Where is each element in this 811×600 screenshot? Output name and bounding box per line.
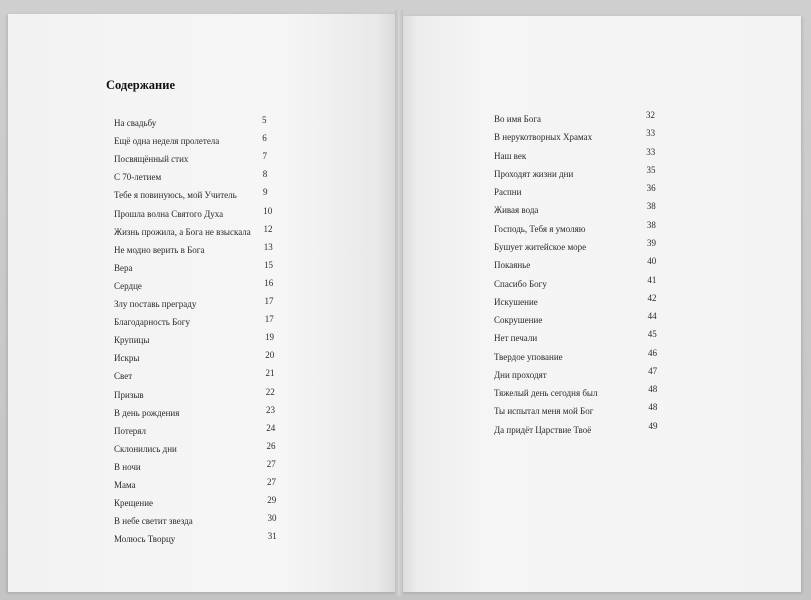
toc-entry-page: 35 — [646, 164, 656, 175]
toc-entry-page: 27 — [266, 458, 276, 469]
toc-entry-page: 21 — [265, 368, 275, 379]
toc-entry-title: В нерукотворных Храмах — [494, 132, 593, 143]
toc-entry-title: Сокрушение — [494, 315, 543, 326]
toc-entry-page: 47 — [648, 365, 658, 376]
toc-entry-title: Ещё одна неделя пролетела — [114, 136, 220, 147]
toc-entry-page: 45 — [647, 329, 657, 340]
toc-entry-page: 38 — [646, 201, 656, 212]
toc-entry-page: 42 — [647, 292, 657, 303]
toc-entry-title: Искры — [114, 353, 140, 364]
right-page — [401, 16, 801, 592]
toc-entry-title: Призыв — [114, 389, 144, 400]
toc-entry-page: 31 — [267, 531, 277, 542]
toc-entry-title: С 70-летием — [114, 172, 162, 183]
toc-entry-title: Благодарность Богу — [114, 317, 190, 328]
toc-entry-title: Распни — [494, 187, 522, 198]
toc-entry-page: 41 — [647, 274, 657, 285]
toc-entry-title: Господь, Тебя я умоляю — [494, 223, 586, 234]
toc-entry-title: Свет — [114, 371, 133, 382]
toc-entry-page: 49 — [648, 420, 658, 431]
toc-entry-page: 33 — [646, 146, 656, 157]
toc-entry-title: Да придёт Царствие Твоё — [494, 424, 592, 435]
toc-entry-page: 8 — [262, 169, 268, 180]
toc-entry-title: Потерял — [114, 425, 146, 436]
toc-entry-title: Бушует житейское море — [494, 241, 587, 252]
toc-entry-page: 22 — [265, 386, 275, 397]
toc-entry-page: 17 — [264, 296, 274, 306]
toc-entry-page: 36 — [646, 183, 656, 194]
toc-entry-page: 23 — [266, 404, 275, 415]
toc-entry-page: 32 — [646, 110, 655, 120]
toc-entry-page: 19 — [265, 332, 274, 343]
toc-entry-page: 38 — [646, 219, 656, 230]
toc-entry-page: 20 — [265, 350, 275, 361]
toc-entry-title: Сердце — [114, 280, 142, 291]
toc-entry-title: Тебе я повинуюсь, мой Учитель — [114, 190, 237, 201]
toc-entry-page: 10 — [263, 205, 273, 216]
toc-entry-title: В день рождения — [114, 407, 180, 418]
toc-entry-title: Склонились дни — [114, 443, 177, 454]
toc-entry-title: Жизнь прожила, а Бога не взыскала — [114, 226, 251, 237]
toc-entry-title: Живая вода — [494, 205, 539, 216]
toc-entry-page: 9 — [263, 187, 268, 198]
toc-entry-page: 48 — [648, 384, 658, 395]
toc-entry-title: Покаянье — [494, 260, 531, 271]
toc-entry-title: В ночи — [114, 461, 141, 472]
toc-entry-title: Дни проходят — [494, 369, 547, 380]
toc-entry-page: 33 — [646, 128, 656, 139]
toc-entry-title: Ты испытал меня мой Бог — [494, 406, 594, 417]
toc-entry-title: Посвящённый стих — [114, 154, 189, 165]
toc-entry-title: Злу поставь преграду — [114, 299, 197, 309]
toc-entry-title: Молюсь Творцу — [114, 534, 176, 545]
toc-entry-title: Крещение — [114, 498, 154, 509]
toc-entry-page: 48 — [648, 402, 658, 413]
left-page — [8, 14, 396, 592]
toc-entry-page: 24 — [266, 422, 276, 433]
toc-entry-page: 40 — [647, 256, 657, 267]
book-gutter — [395, 10, 403, 596]
toc-entry-title: Проходят жизни дни — [494, 168, 574, 179]
toc-entry-title: Твердое упование — [494, 351, 563, 362]
toc-entry-title: Тяжелый день сегодня был — [494, 388, 598, 399]
toc-title: Содержание — [106, 78, 176, 92]
toc-entry-page: 27 — [267, 477, 276, 487]
toc-entry-title: Спасибо Богу — [494, 278, 547, 289]
toc-entry-title: Нет печали — [494, 333, 538, 344]
toc-entry-title: Прошла волна Святого Духа — [114, 208, 224, 219]
toc-entry-title: Наш век — [494, 150, 527, 161]
toc-entry-page: 6 — [262, 133, 267, 144]
toc-entry-page: 44 — [647, 311, 657, 322]
toc-entry-title: В небе светит звезда — [114, 516, 193, 527]
toc-entry-page: 5 — [262, 115, 267, 125]
toc-entry-page: 17 — [264, 314, 274, 325]
toc-entry-page: 39 — [647, 237, 657, 248]
toc-entry-title: Искушение — [494, 296, 538, 307]
toc-entry-page: 26 — [266, 440, 276, 451]
toc-entry-title: Крупицы — [114, 335, 150, 346]
toc-entry-page: 16 — [264, 277, 274, 288]
toc-entry-page: 12 — [263, 223, 273, 234]
toc-entry-title: Мама — [114, 480, 136, 490]
toc-entry-page: 30 — [267, 513, 277, 524]
toc-entry-page: 29 — [267, 495, 277, 506]
toc-entry-page: 46 — [647, 347, 657, 358]
toc-entry-title: Не модно верить в Бога — [114, 244, 205, 255]
toc-entry-page: 13 — [263, 241, 273, 252]
toc-entry-title: Во имя Бога — [494, 114, 542, 124]
toc-entry-page: 15 — [264, 259, 273, 270]
toc-entry-title: Вера — [114, 262, 133, 273]
toc-entry-title: На свадьбу — [114, 118, 157, 128]
toc-entry-page: 7 — [262, 151, 267, 162]
